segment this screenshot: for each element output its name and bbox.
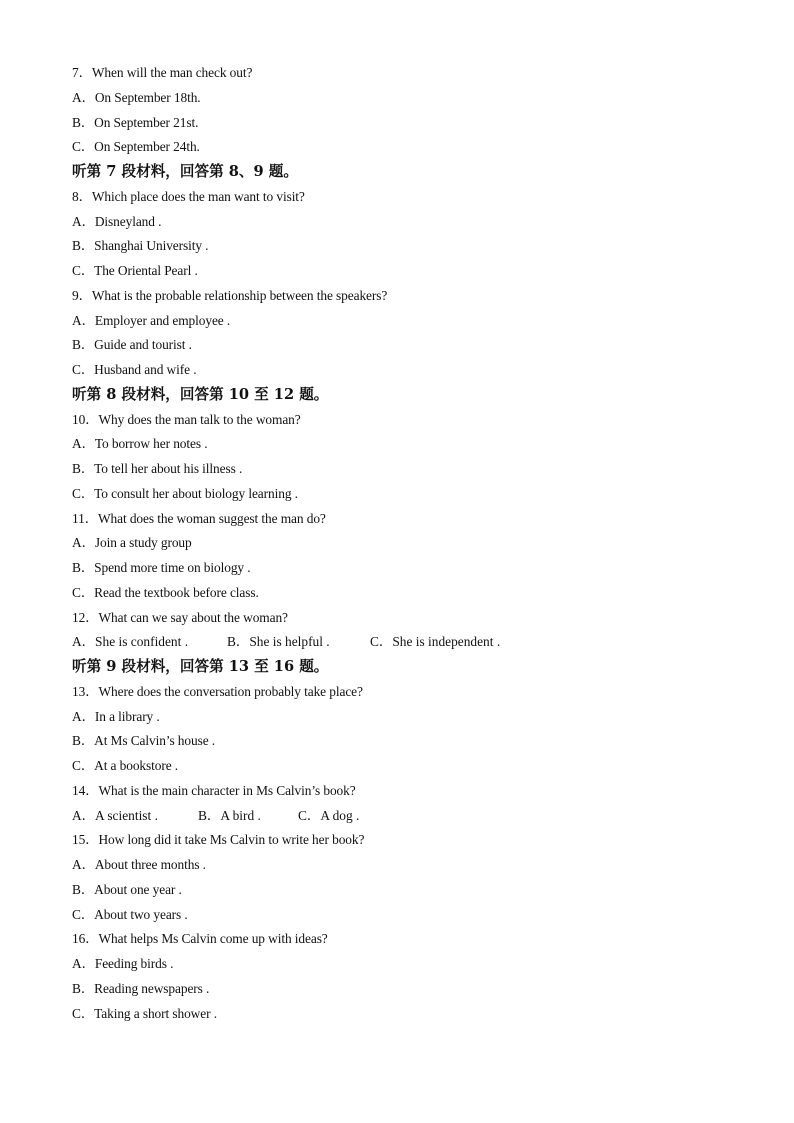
answer-option: B．Reading newspapers .: [72, 980, 210, 996]
answer-option: B．Guide and tourist .: [72, 337, 192, 353]
answer-option: B．Shanghai University .: [72, 238, 209, 254]
answer-option: A．In a library .: [72, 708, 160, 724]
question-text: 10．Why does the man talk to the woman?: [72, 411, 301, 427]
question-text: 7．When will the man check out?: [72, 65, 253, 80]
answer-option: B．On September 21st.: [72, 114, 199, 130]
answer-option: A．On September 18th.: [72, 89, 201, 105]
question-text: 8．Which place does the man want to visit?: [72, 188, 305, 204]
answer-option: B．Spend more time on biology .: [72, 560, 251, 575]
question-text: 9．What is the probable relationship between the speakers?: [72, 287, 388, 303]
answer-option: A．Feeding birds .: [72, 956, 174, 971]
answer-option: A．To borrow her notes .: [72, 436, 208, 452]
answer-option: B．To tell her about his illness .: [72, 461, 243, 476]
question-text: 16．What helps Ms Calvin come up with ideas?: [72, 931, 328, 947]
section-heading: 听第 7 段材料，回答第 8、9 题。: [72, 163, 298, 180]
answer-option: B．A bird .: [198, 807, 261, 823]
answer-option: C．She is independent .: [370, 634, 501, 650]
answer-option: A．She is confident .: [72, 634, 189, 650]
answer-option: C．About two years .: [72, 906, 188, 922]
answer-option: A．Employer and employee .: [72, 312, 231, 328]
answer-option: C．A dog .: [298, 807, 360, 823]
question-text: 11．What does the woman suggest the man do?: [72, 510, 326, 526]
answer-option: A．About three months .: [72, 857, 206, 872]
answer-option: A．A scientist .: [72, 807, 158, 823]
answer-option: C．Read the textbook before class.: [72, 584, 259, 600]
question-text: 14．What is the main character in Ms Calvin’s book?: [72, 782, 356, 798]
answer-option: C．The Oriental Pearl .: [72, 263, 198, 278]
question-text: 12．What can we say about the woman?: [72, 609, 288, 625]
answer-option: B．She is helpful .: [227, 634, 330, 650]
answer-option: C．At a bookstore .: [72, 758, 179, 773]
answer-option: C．Husband and wife .: [72, 362, 197, 377]
question-text: 15．How long did it take Ms Calvin to write her book?: [72, 832, 365, 848]
answer-option: C．On September 24th.: [72, 139, 200, 155]
answer-option: A．Disneyland .: [72, 213, 162, 229]
section-heading: 听第 9 段材料，回答第 13 至 16 题。: [72, 658, 329, 675]
answer-option: C．Taking a short shower .: [72, 1005, 217, 1021]
question-text: 13．Where does the conversation probably take place?: [72, 683, 363, 699]
section-heading: 听第 8 段材料，回答第 10 至 12 题。: [72, 385, 329, 403]
answer-option: C．To consult her about biology learning .: [72, 485, 298, 501]
answer-option: B．About one year .: [72, 881, 182, 897]
answer-option: A．Join a study group: [72, 535, 192, 551]
answer-option: B．At Ms Calvin’s house .: [72, 733, 216, 749]
